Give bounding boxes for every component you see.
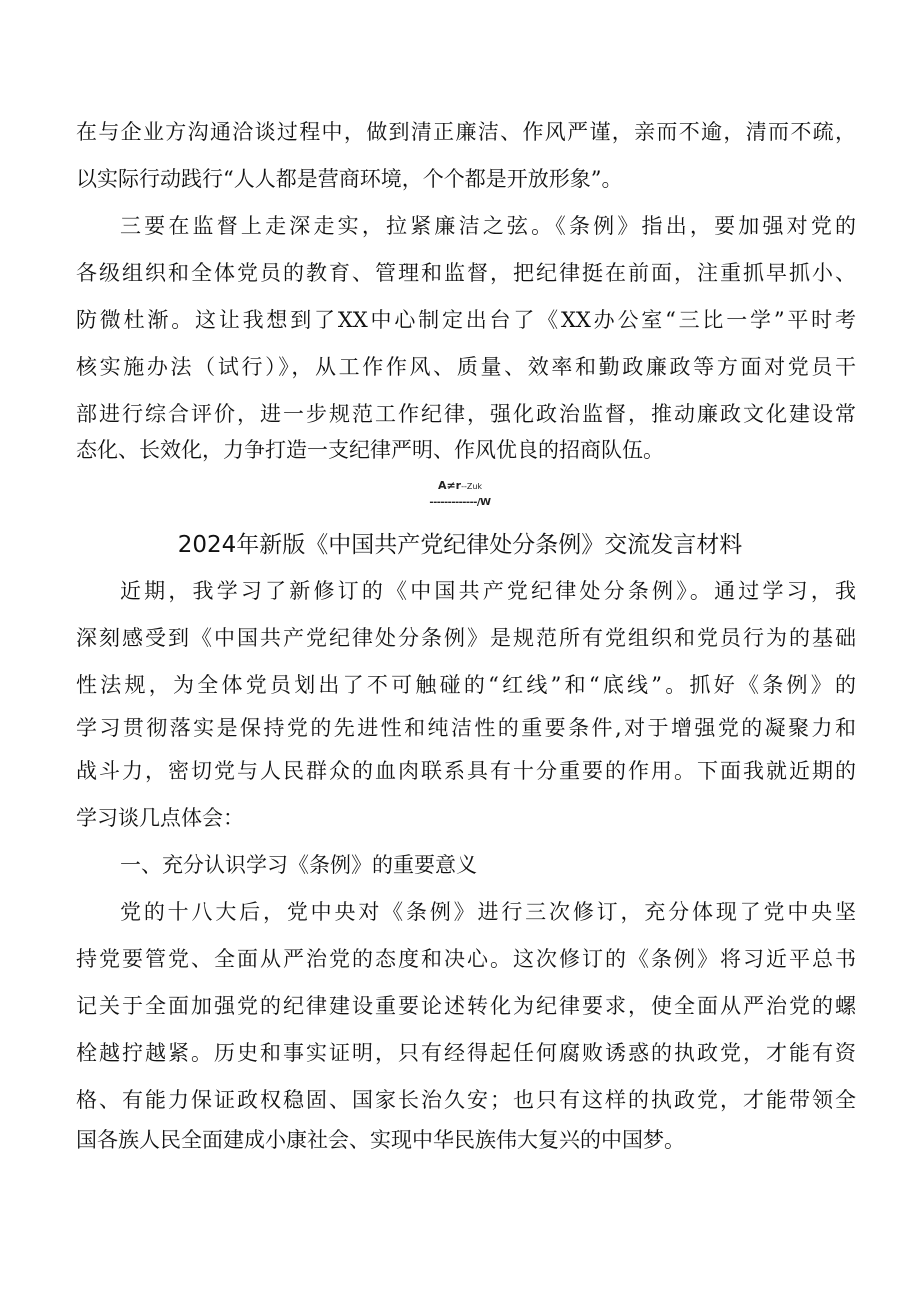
- paragraph-line: 核实施办法（试行）》，从工作作风、质量、效率和勤政廉政等方面对党员干: [76, 355, 856, 379]
- paragraph-line: 格、有能力保证政权稳固、国家长治久安；也只有这样的执政党，才能带领全: [76, 1088, 856, 1112]
- paragraph-line: 学习谈几点体会：: [76, 806, 244, 830]
- paragraph-line: 部进行综合评价，进一步规范工作纪律，强化政治监督，推动廉政文化建设常: [76, 402, 856, 426]
- paragraph-line: 深刻感受到《中国共产党纪律处分条例》是规范所有党组织和党员行为的基础: [76, 626, 856, 650]
- paragraph-line: 国各族人民全面建成小康社会、实现中华民族伟大复兴的中国梦。: [76, 1128, 685, 1152]
- paragraph-line: 战斗力，密切党与人民群众的血肉联系具有十分重要的作用。下面我就近期的: [76, 759, 856, 783]
- paragraph-line: 近期，我学习了新修订的《中国共产党纪律处分条例》。通过学习，我: [120, 579, 856, 603]
- paragraph-line: 各级组织和全体党员的教育、管理和监督，把纪律挺在前面，注重抓早抓小、: [76, 261, 856, 285]
- page-title: 2024年新版《中国共产党纪律处分条例》交流发言材料: [177, 532, 743, 558]
- paragraph-line: 党的十八大后，党中央对《条例》进行三次修订，充分体现了党中央坚: [120, 900, 856, 924]
- separator-line: -------------/W: [429, 497, 491, 508]
- paragraph-line: 在与企业方沟通洽谈过程中，做到清正廉洁、作风严谨，亲而不逾，清而不疏，: [76, 120, 856, 144]
- separator-small-text: --Zuk: [461, 482, 483, 491]
- separator-main-text: A≠r: [437, 479, 462, 492]
- paragraph-line: 持党要管党、全面从严治党的态度和决心。这次修订的《条例》将习近平总书: [76, 947, 856, 971]
- paragraph-line: 记关于全面加强党的纪律建设重要论述转化为纪律要求，使全面从严治党的螺: [76, 994, 856, 1018]
- paragraph-line: 防微杜渐。这让我想到了XX中心制定出台了《XX办公室“三比一学”平时考: [76, 308, 856, 332]
- paragraph-line: 学习贯彻落实是保持党的先进性和纯洁性的重要条件,对于增强党的凝聚力和: [76, 716, 856, 740]
- paragraph-line: 三要在监督上走深走实，拉紧廉洁之弦。《条例》指出，要加强对党的: [120, 214, 856, 238]
- paragraph-line: 栓越拧越紧。历史和事实证明，只有经得起任何腐败诱惑的执政党，才能有资: [76, 1041, 856, 1065]
- paragraph-line: 态化、长效化，力争打造一支纪律严明、作风优良的招商队伍。: [76, 438, 664, 462]
- separator-mark: [0, 479, 920, 494]
- section-heading: 一、充分认识学习《条例》的重要意义: [120, 853, 477, 877]
- paragraph-line: 性法规，为全体党员划出了不可触碰的“红线”和“底线”。抓好《条例》的: [76, 673, 856, 697]
- paragraph-line: 以实际行动践行“人人都是营商环境，个个都是开放形象”。: [76, 167, 623, 191]
